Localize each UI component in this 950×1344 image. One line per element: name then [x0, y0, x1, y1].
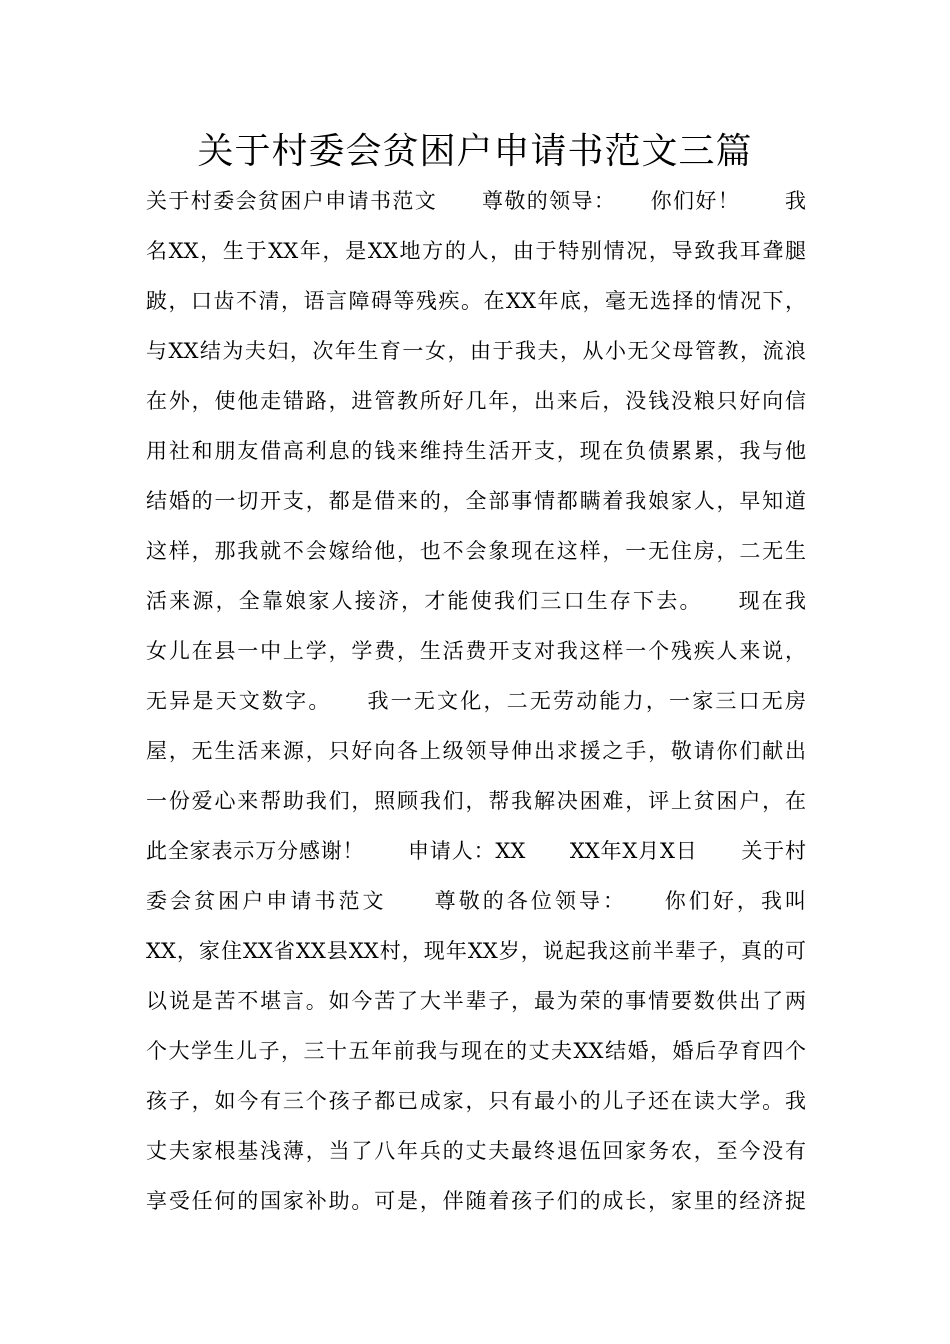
- body-line: 结婚的一切开支，都是借来的，全部事情都瞒着我娘家人，早知道: [146, 489, 806, 513]
- body-line: 名XX，生于XX年，是XX地方的人，由于特别情况，导致我耳聋腿: [146, 239, 806, 263]
- body-line: 个大学生儿子，三十五年前我与现在的丈夫XX结婚，婚后孕育四个: [146, 1039, 806, 1063]
- body-line: 在外，使他走错路，进管教所好几年，出来后，没钱没粮只好向信: [146, 389, 806, 413]
- body-line: 用社和朋友借高利息的钱来维持生活开支，现在负债累累，我与他: [146, 439, 806, 463]
- body-line: 委会贫困户申请书范文 尊敬的各位领导： 你们好，我叫: [146, 889, 806, 913]
- body-line: 无异是天文数字。 我一无文化，二无劳动能力，一家三口无房: [146, 689, 806, 713]
- body-line: 此全家表示万分感谢！ 申请人：XX XX年X月X日 关于村: [146, 839, 806, 863]
- body-line: 屋，无生活来源，只好向各上级领导伸出求援之手，敬请你们献出: [146, 739, 806, 763]
- body-line: 跛，口齿不清，语言障碍等残疾。在XX年底，毫无选择的情况下，: [146, 289, 806, 313]
- body-line: 丈夫家根基浅薄，当了八年兵的丈夫最终退伍回家务农，至今没有: [146, 1139, 806, 1163]
- body-line: 关于村委会贫困户申请书范文 尊敬的领导： 你们好！ 我: [146, 189, 806, 213]
- body-line: 享受任何的国家补助。可是，伴随着孩子们的成长，家里的经济捉: [146, 1189, 806, 1213]
- body-line: XX，家住XX省XX县XX村，现年XX岁，说起我这前半辈子，真的可: [146, 939, 806, 963]
- body-line: 一份爱心来帮助我们，照顾我们，帮我解决困难，评上贫困户，在: [146, 789, 806, 813]
- body-line: 以说是苦不堪言。如今苦了大半辈子，最为荣的事情要数供出了两: [146, 989, 806, 1013]
- body-line: 活来源，全靠娘家人接济，才能使我们三口生存下去。 现在我: [146, 589, 806, 613]
- body-line: 与XX结为夫妇，次年生育一女，由于我夫，从小无父母管教，流浪: [146, 339, 806, 363]
- document-title: 关于村委会贫困户申请书范文三篇: [197, 131, 753, 172]
- body-line: 女儿在县一中上学，学费，生活费开支对我这样一个残疾人来说，: [146, 639, 806, 663]
- body-line: 孩子，如今有三个孩子都已成家，只有最小的儿子还在读大学。我: [146, 1089, 806, 1113]
- body-line: 这样，那我就不会嫁给他，也不会象现在这样，一无住房，二无生: [146, 539, 806, 563]
- document-body: [146, 176, 806, 1226]
